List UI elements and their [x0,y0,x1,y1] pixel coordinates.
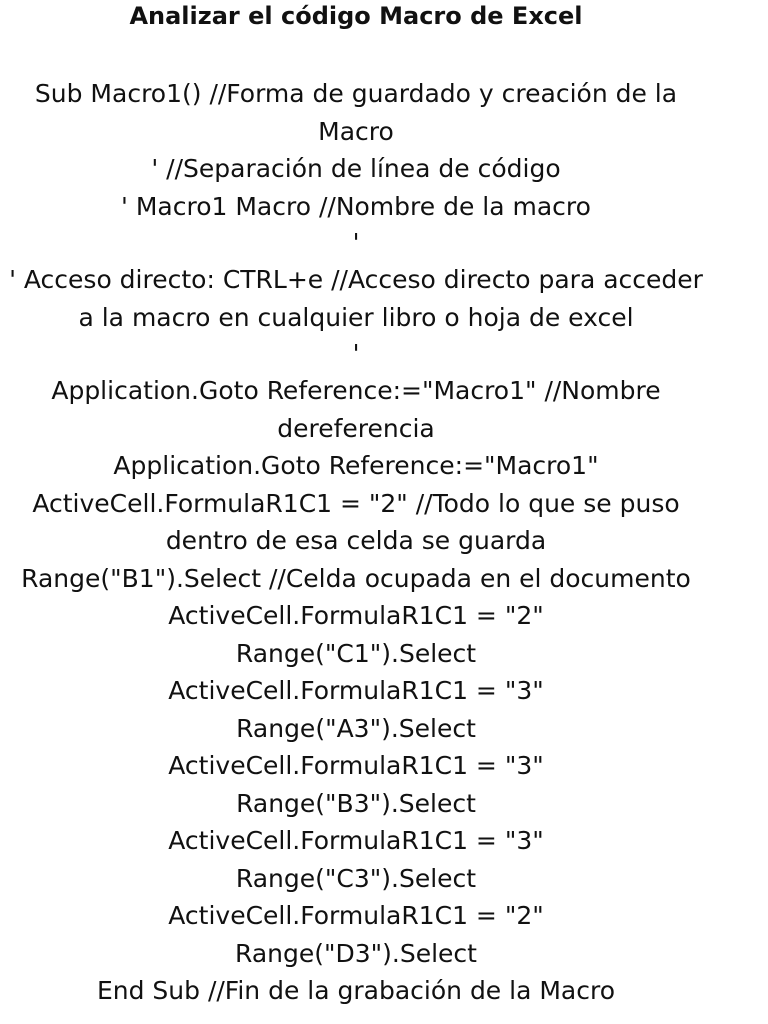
code-line: Sub Macro1() //Forma de guardado y creación de la Macro [34,79,678,146]
code-line: Range("C3").Select [235,863,477,893]
code-line: ' [352,228,360,257]
document-title: Analizar el código Macro de Excel [129,2,583,30]
code-line: ActiveCell.FormulaR1C1 = "3" [168,751,544,780]
code-line: ActiveCell.FormulaR1C1 = "2" //Todo lo que se puso dentro de esa celda se guarda [32,488,680,555]
code-line: Range("A3").Select [236,713,476,743]
code-line: Range("B3").Select [236,788,476,818]
code-line: ' Acceso directo: CTRL+e //Acceso directo para acceder a la macro en cualquier libro o hoja de excel [9,265,703,332]
code-line: Range("D3").Select [235,938,477,968]
code-line: ' Macro1 Macro //Nombre de la macro [121,191,591,221]
code-line: End Sub //Fin de la grabación de la Macro [96,976,616,1005]
code-line: Application.Goto Reference:="Macro1" //Nombre dereferencia [51,376,661,443]
code-line: ActiveCell.FormulaR1C1 = "2" [168,901,544,930]
macro-code-block [0,75,712,1010]
code-line: ' //Separación de línea de código [151,154,561,183]
code-line: ActiveCell.FormulaR1C1 = "2" [168,601,544,630]
code-line: Range("C1").Select [235,638,477,668]
code-line: ActiveCell.FormulaR1C1 = "3" [168,826,544,855]
code-line: Application.Goto Reference:="Macro1" [113,451,599,480]
code-line: Range("B1").Select //Celda ocupada en el documento [21,563,691,593]
code-line: ActiveCell.FormulaR1C1 = "3" [168,676,544,705]
code-line: ' [352,339,360,368]
